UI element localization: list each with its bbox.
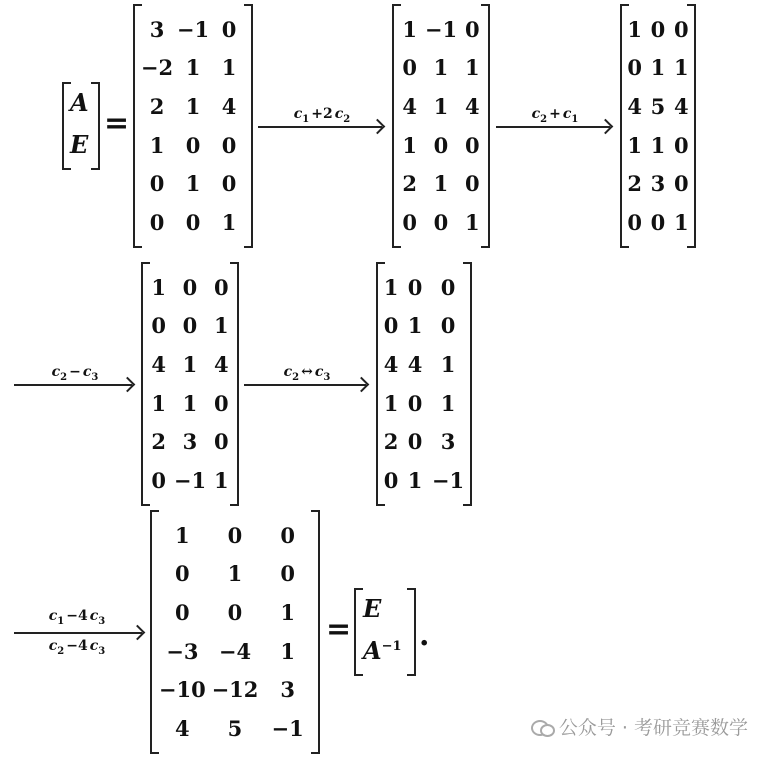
m2-cell-r4c3: 0: [465, 132, 480, 158]
matrix-1: [133, 4, 253, 248]
m4-cell-r5c2: 3: [182, 429, 198, 455]
m4-cell-r6c3: 1: [214, 468, 229, 494]
m3-cell-r1c1: 1: [627, 16, 642, 42]
m4-cell-r2c2: 0: [182, 313, 198, 339]
m3-cell-r3c3: 4: [674, 94, 689, 120]
watermark-text: 公众号 · 考研竞赛数学: [558, 717, 748, 739]
m2-cell-r6c3: 1: [465, 210, 480, 236]
wechat-icon: [531, 718, 553, 736]
m1-cell-r2c1: −2: [140, 55, 174, 81]
m5-cell-r1c3: 0: [440, 274, 456, 300]
m1-cell-r6c3: 1: [221, 210, 237, 236]
m2-cell-r1c3: 0: [465, 16, 480, 42]
m4-cell-r1c1: 1: [151, 274, 166, 300]
result-a-inverse: $A^{-1}$: [363, 636, 402, 665]
m5-cell-r1c2: 0: [407, 274, 423, 300]
arrow-1: [258, 126, 382, 128]
op-label-3: $c_2 - c_3$: [51, 364, 99, 383]
m6-cell-r4c1: −3: [166, 638, 199, 664]
m4-cell-r1c2: 0: [182, 274, 198, 300]
m3-cell-r4c1: 1: [627, 132, 642, 158]
m3-cell-r2c2: 1: [650, 55, 666, 81]
m2-cell-r4c1: 1: [402, 132, 417, 158]
period: .: [419, 618, 430, 653]
lhs-e: E: [70, 130, 89, 159]
m6-cell-r5c3: 3: [280, 677, 295, 703]
m1-cell-r4c3: 0: [221, 132, 237, 158]
m3-cell-r6c3: 1: [674, 210, 689, 236]
op-label-6: $c_2 -4$ $c_3$: [48, 638, 106, 657]
m2-cell-r2c1: 0: [402, 55, 417, 81]
m1-cell-r3c2: 1: [185, 94, 201, 120]
m5-cell-r4c3: 1: [440, 390, 456, 416]
m4-cell-r6c2: −1: [173, 468, 207, 494]
m5-cell-r4c1: 1: [383, 390, 399, 416]
m2-cell-r6c2: 0: [433, 210, 449, 236]
m2-cell-r1c2: −1: [424, 16, 458, 42]
arrow-3: [14, 384, 132, 386]
lhs-block-matrix: [62, 82, 100, 170]
m6-cell-r3c3: 1: [280, 600, 295, 626]
m3-cell-r1c2: 0: [650, 16, 666, 42]
m6-cell-r3c2: 0: [227, 600, 243, 626]
m6-cell-r2c1: 0: [175, 561, 190, 587]
m3-cell-r2c3: 1: [674, 55, 689, 81]
m5-cell-r5c1: 2: [383, 429, 399, 455]
matrix-6: [150, 510, 320, 754]
m5-cell-r2c3: 0: [440, 313, 456, 339]
m1-cell-r1c2: −1: [176, 16, 210, 42]
m1-cell-r4c2: 0: [185, 132, 201, 158]
matrix-3: [620, 4, 696, 248]
m6-cell-r4c3: 1: [280, 638, 295, 664]
m1-cell-r5c3: 0: [221, 171, 237, 197]
m5-cell-r1c1: 1: [383, 274, 399, 300]
m4-cell-r3c2: 1: [182, 352, 198, 378]
m1-cell-r1c1: 3: [149, 16, 165, 42]
m4-cell-r6c1: 0: [151, 468, 166, 494]
m1-cell-r2c3: 1: [221, 55, 237, 81]
m2-cell-r2c2: 1: [433, 55, 449, 81]
m5-cell-r6c1: 0: [383, 468, 399, 494]
m4-cell-r2c1: 0: [151, 313, 166, 339]
m6-cell-r6c3: −1: [271, 716, 304, 742]
m6-cell-r6c2: 5: [227, 716, 243, 742]
m2-cell-r5c3: 0: [465, 171, 480, 197]
m4-cell-r3c3: 4: [214, 352, 229, 378]
m6-cell-r5c1: −10: [158, 677, 206, 703]
m4-cell-r4c3: 0: [214, 390, 229, 416]
m5-cell-r5c2: 0: [407, 429, 423, 455]
m5-cell-r5c3: 3: [440, 429, 456, 455]
m6-cell-r1c1: 1: [175, 522, 190, 548]
m5-cell-r2c2: 1: [407, 313, 423, 339]
watermark: [531, 713, 748, 740]
m4-cell-r5c3: 0: [214, 429, 229, 455]
m6-cell-r2c3: 0: [280, 561, 295, 587]
arrow-2: [496, 126, 610, 128]
m2-cell-r6c1: 0: [402, 210, 417, 236]
matrix-5: [376, 262, 472, 506]
m5-cell-r6c3: −1: [431, 468, 465, 494]
m1-cell-r6c1: 0: [149, 210, 165, 236]
m3-cell-r6c1: 0: [627, 210, 642, 236]
m6-cell-r1c2: 0: [227, 522, 243, 548]
m5-cell-r3c3: 1: [440, 352, 456, 378]
op-label-1: $c_1 +2$ $c_2$: [293, 106, 351, 125]
m1-cell-r4c1: 1: [149, 132, 165, 158]
m6-cell-r5c2: −12: [211, 677, 259, 703]
m2-cell-r1c1: 1: [402, 16, 417, 42]
m6-cell-r6c1: 4: [175, 716, 190, 742]
m3-cell-r6c2: 0: [650, 210, 666, 236]
m4-cell-r3c1: 4: [151, 352, 166, 378]
m6-cell-r3c1: 0: [175, 600, 190, 626]
m1-cell-r3c3: 4: [221, 94, 237, 120]
lhs-a: A: [70, 88, 89, 117]
m3-cell-r3c1: 4: [627, 94, 642, 120]
m5-cell-r3c2: 4: [407, 352, 423, 378]
m5-cell-r3c1: 4: [383, 352, 399, 378]
m1-cell-r3c1: 2: [149, 94, 165, 120]
m3-cell-r4c2: 1: [650, 132, 666, 158]
m2-cell-r3c2: 1: [433, 94, 449, 120]
m5-cell-r6c2: 1: [407, 468, 423, 494]
m4-cell-r4c1: 1: [151, 390, 166, 416]
m3-cell-r5c3: 0: [674, 171, 689, 197]
equals-sign-2: =: [326, 612, 352, 647]
result-e: E: [363, 594, 382, 623]
m3-cell-r4c3: 0: [674, 132, 689, 158]
m2-cell-r3c3: 4: [465, 94, 480, 120]
m2-cell-r3c1: 4: [402, 94, 417, 120]
m3-cell-r2c1: 0: [627, 55, 642, 81]
m3-cell-r5c1: 2: [627, 171, 642, 197]
m2-cell-r4c2: 0: [433, 132, 449, 158]
m3-cell-r1c3: 0: [674, 16, 689, 42]
m6-cell-r2c2: 1: [227, 561, 243, 587]
m5-cell-r2c1: 0: [383, 313, 399, 339]
matrix-2: [392, 4, 490, 248]
m2-cell-r5c2: 1: [433, 171, 449, 197]
m3-cell-r3c2: 5: [650, 94, 666, 120]
m2-cell-r5c1: 2: [402, 171, 417, 197]
arrow-4: [244, 384, 366, 386]
m1-cell-r1c3: 0: [221, 16, 237, 42]
m1-cell-r2c2: 1: [185, 55, 201, 81]
op-label-5: $c_1 -4$ $c_3$: [48, 608, 106, 627]
equals-sign-1: =: [104, 106, 130, 141]
m3-cell-r5c2: 3: [650, 171, 666, 197]
m6-cell-r1c3: 0: [280, 522, 295, 548]
m1-cell-r6c2: 0: [185, 210, 201, 236]
m1-cell-r5c2: 1: [185, 171, 201, 197]
arrow-5: [14, 632, 142, 634]
m4-cell-r2c3: 1: [214, 313, 229, 339]
m1-cell-r5c1: 0: [149, 171, 165, 197]
matrix-4: [141, 262, 239, 506]
result-block-matrix: [354, 588, 416, 676]
op-label-2: $c_2 + c_1$: [531, 106, 579, 125]
m4-cell-r1c3: 0: [214, 274, 229, 300]
m6-cell-r4c2: −4: [218, 638, 252, 664]
m4-cell-r5c1: 2: [151, 429, 166, 455]
m4-cell-r4c2: 1: [182, 390, 198, 416]
op-label-4: $c_2$ ↔ $c_3$: [283, 364, 331, 383]
m5-cell-r4c2: 0: [407, 390, 423, 416]
m2-cell-r2c3: 1: [465, 55, 480, 81]
